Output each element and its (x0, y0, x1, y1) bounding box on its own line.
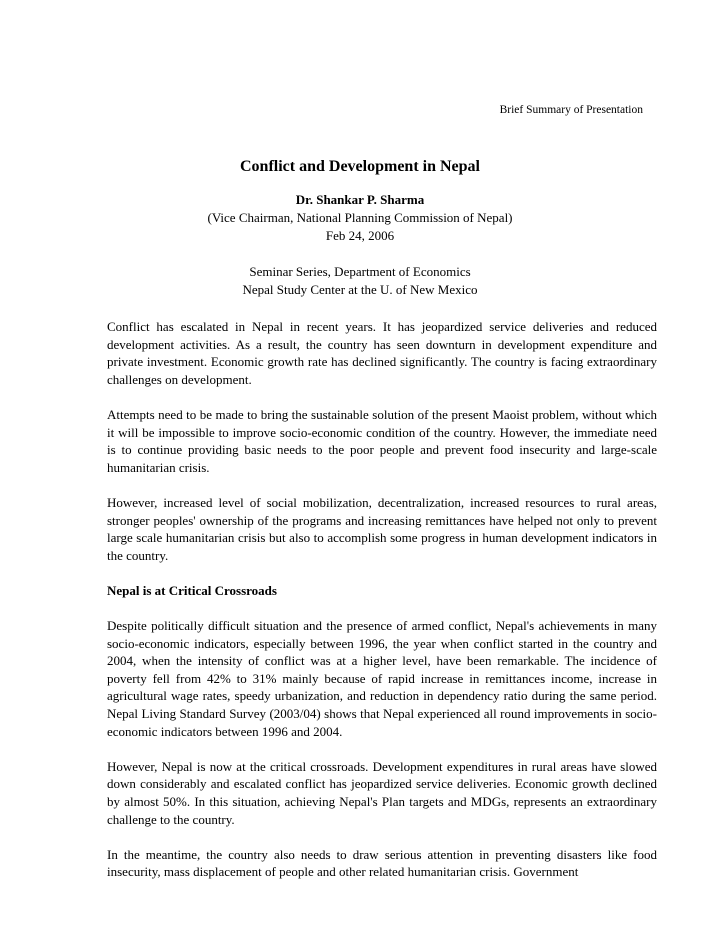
author-block (0, 191, 720, 299)
author-name: Dr. Shankar P. Sharma (295, 192, 425, 207)
paragraph: However, Nepal is now at the critical crossroads. Development expenditures in rural areas have slowed down considerably and escalated conflict has jeopardized service deliveries. Economic growth declined by almost 50%. In this situation, achieving Nepal's Plan targets and MDGs, represents an extraordinary challenge to the country. (107, 758, 657, 827)
paragraph: However, increased level of social mobilization, decentralization, increased resources to rural areas, stronger peoples' ownership of the programs and increasing remittances have helped not only to prevent large scale humanitarian crisis but also to accomplish some progress in human development indicators in the country. (107, 494, 657, 563)
seminar-center: Nepal Study Center at the U. of New Mexico (242, 282, 478, 297)
paragraph: In the meantime, the country also needs to draw serious attention in preventing disasters like food insecurity, mass displacement of people and other related humanitarian crisis. Government (107, 846, 657, 880)
section-heading: Nepal is at Critical Crossroads (107, 582, 277, 598)
document-body (107, 318, 657, 899)
document-title: Conflict and Development in Nepal (240, 158, 480, 175)
seminar-series: Seminar Series, Department of Economics (249, 264, 471, 279)
paragraph: Attempts need to be made to bring the sustainable solution of the present Maoist problem, without which it will be impossible to improve socio-economic condition of the country. However, the immediate need is to continue providing basic needs to the poor people and prevent food insecurity and large-scale humanitarian crisis. (107, 406, 657, 475)
author-role: (Vice Chairman, National Planning Commission of Nepal) (207, 210, 513, 225)
paragraph: Conflict has escalated in Nepal in recent years. It has jeopardized service deliveries and reduced development activities. As a result, the country has seen downturn in development expenditure and private investment. Economic growth rate has declined significantly. The country is facing extraordinary challenges on development. (107, 319, 657, 387)
spacer (0, 245, 720, 263)
header-note: Brief Summary of Presentation (499, 104, 643, 116)
presentation-date: Feb 24, 2006 (325, 228, 395, 243)
paragraph: Despite politically difficult situation and the presence of armed conflict, Nepal's achievements in many socio-economic indicators, especially between 1996, the year when conflict started in the country and 2004, when the intensity of conflict was at a higher level, have been remarkable. The incidence of poverty fell from 42% to 31% mainly because of rapid increase in remittances income, increase in agricultural wage rates, speedy urbanization, and reduction in dependency ratio during the same period. Nepal Living Standard Survey (2003/04) shows that Nepal experienced all round improvements in socio-economic indicators between 1996 and 2004. (107, 618, 657, 739)
